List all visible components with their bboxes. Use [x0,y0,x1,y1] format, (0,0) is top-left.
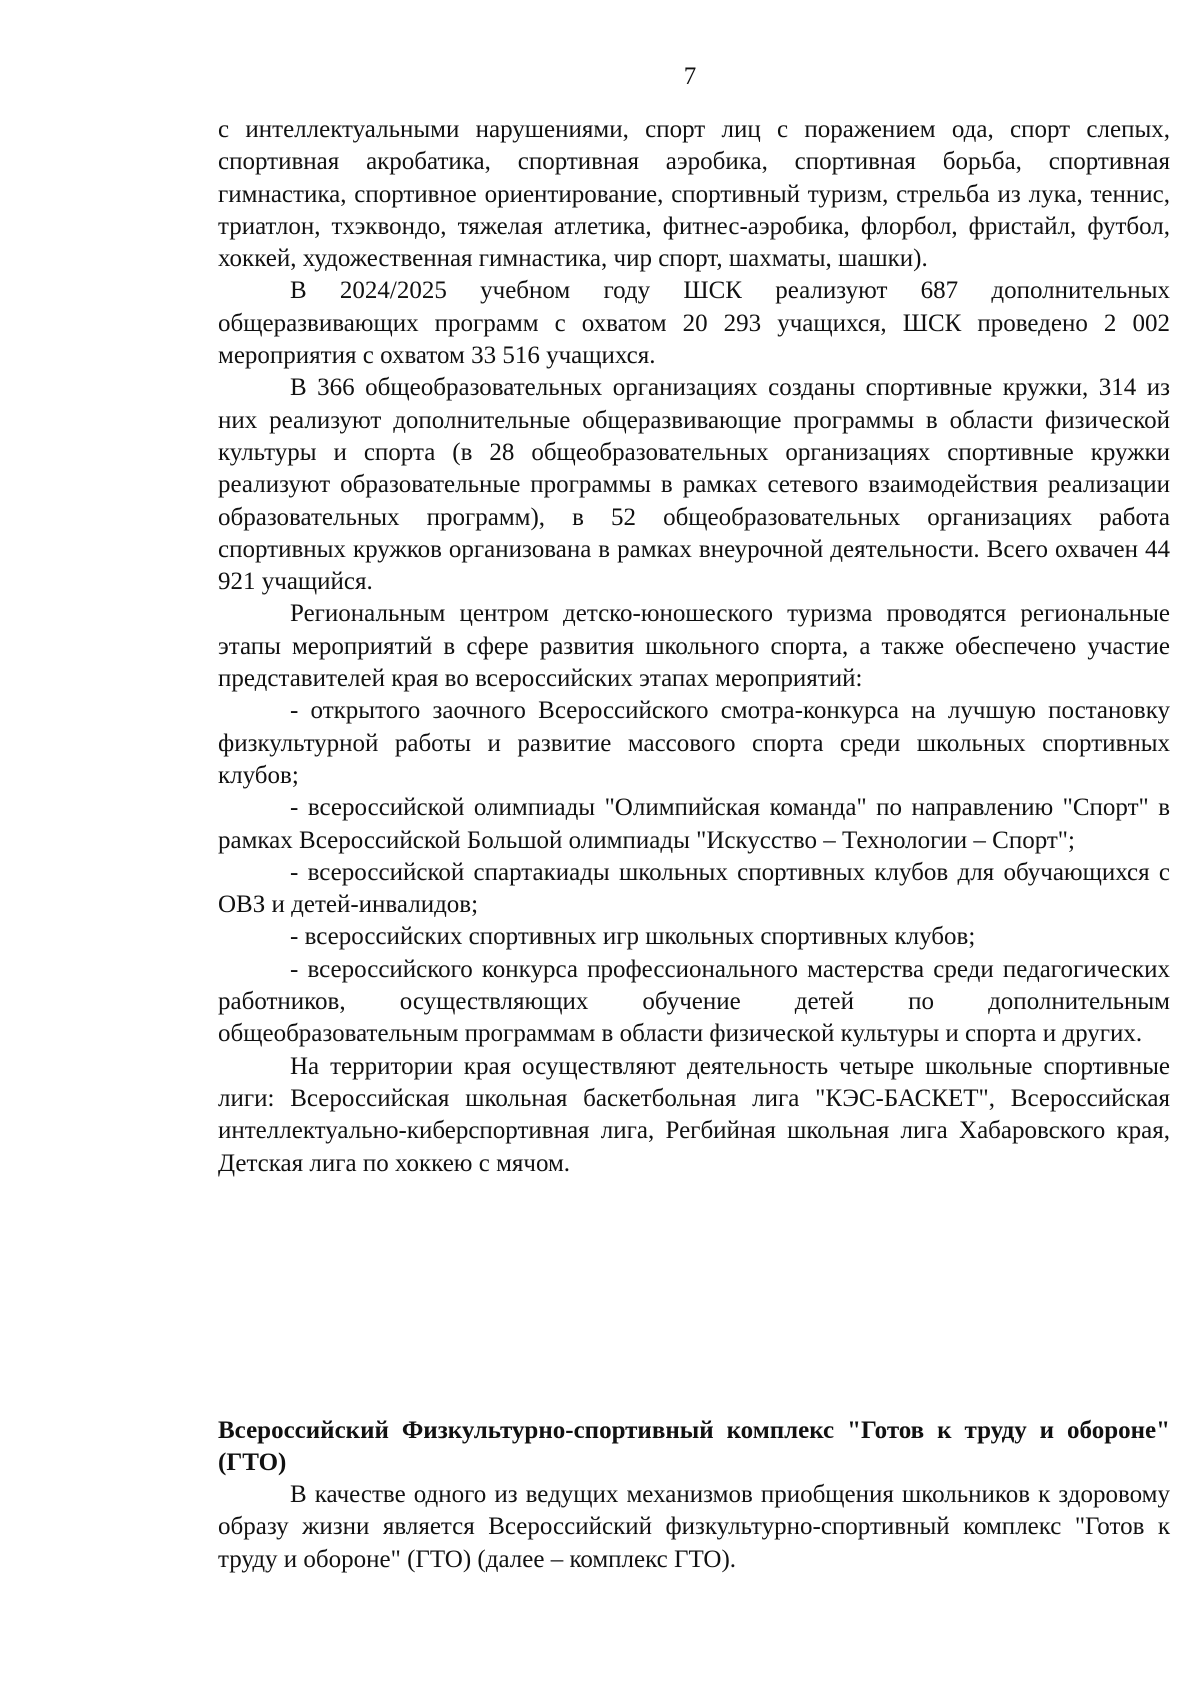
page-number: 7 [683,63,697,90]
list-item-olympiad: - всероссийской олимпиады "Олимпийская команда" по направлению "Спорт" в рамках Всероссийской Большой олимпиады "Искусство – Технологии – Спорт"; [218,794,1170,854]
list-item-review-contest: - открытого заочного Всероссийского смотра-конкурса на лучшую постановку физкультурной работы и развитие массового спорта среди школьных спортивных клубов; [218,697,1170,789]
list-item-spartakiad: - всероссийской спартакиады школьных спортивных клубов для обучающихся с ОВЗ и детей-инвалидов; [218,858,1170,919]
paragraph-sports-list-continuation: с интеллектуальными нарушениями, спорт лиц с поражением ода, спорт слепых, спортивная акробатика, спортивная аэробика, спортивная борьба, спортивная гимнастика, спортивное ориентирование, спортивный туризм, стрельба из лука, теннис, триатлон, тхэквондо, тяжелая атлетика, фитнес-аэробика, флорбол, фристайл, футбол, хоккей, художественная гимнастика, чир спорт, шахматы, шашки). [218,116,1170,273]
section-heading-gto: Всероссийский Физкультурно-спортивный комплекс "Готов к труду и обороне" (ГТО) [218,1417,1170,1477]
paragraph-school-leagues: На территории края осуществляют деятельность четыре школьные спортивные лиги: Всероссийская школьная баскетбольная лига "КЭС-БАСКЕТ", Всероссийская интеллектуально-киберспортивная лига, Регбийная школьная лига Хабаровского края, Детская лига по хоккею с мячом. [218,1052,1170,1177]
paragraph-sports-clubs: В 366 общеобразовательных организациях созданы спортивные кружки, 314 из них реализуют дополнительные общеразвивающие программы в области физической культуры и спорта (в 28 общеобразовательных организациях спортивные кружки реализуют образовательные программы в рамках сетевого взаимодействия реализации образовательных программ), в 52 общеобразовательных организациях работа спортивных кружков организована в рамках внеурочной деятельности. Всего охвачен 44 921 учащийся. [218,374,1170,596]
list-item-professional-contest: - всероссийского конкурса профессионального мастерства среди педагогических работников, осуществляющих обучение детей по дополнительным общеобразовательным программам в области физической культуры и спорта и других. [218,955,1170,1048]
paragraph-gto-intro: В качестве одного из ведущих механизмов приобщения школьников к здоровому образу жизни является Всероссийский физкультурно-спортивный комплекс "Готов к труду и обороне" (ГТО) (далее – комплекс ГТО). [218,1481,1170,1573]
paragraph-regional-center: Региональным центром детско-юношеского туризма проводятся региональные этапы мероприятий в сфере развития школьного спорта, а также обеспечено участие представителей края во всероссийских этапах мероприятий: [218,600,1170,693]
section-body [218,1479,1170,1576]
paragraph-shsk-programs: В 2024/2025 учебном году ШСК реализуют 687 дополнительных общеразвивающих программ с охватом 20 293 учащихся, ШСК проведено 2 002 мероприятия с охватом 33 516 учащихся. [218,277,1170,370]
body-text [218,114,1170,1180]
list-item-sports-games: - всероссийских спортивных игр школьных спортивных клубов; [290,923,976,951]
